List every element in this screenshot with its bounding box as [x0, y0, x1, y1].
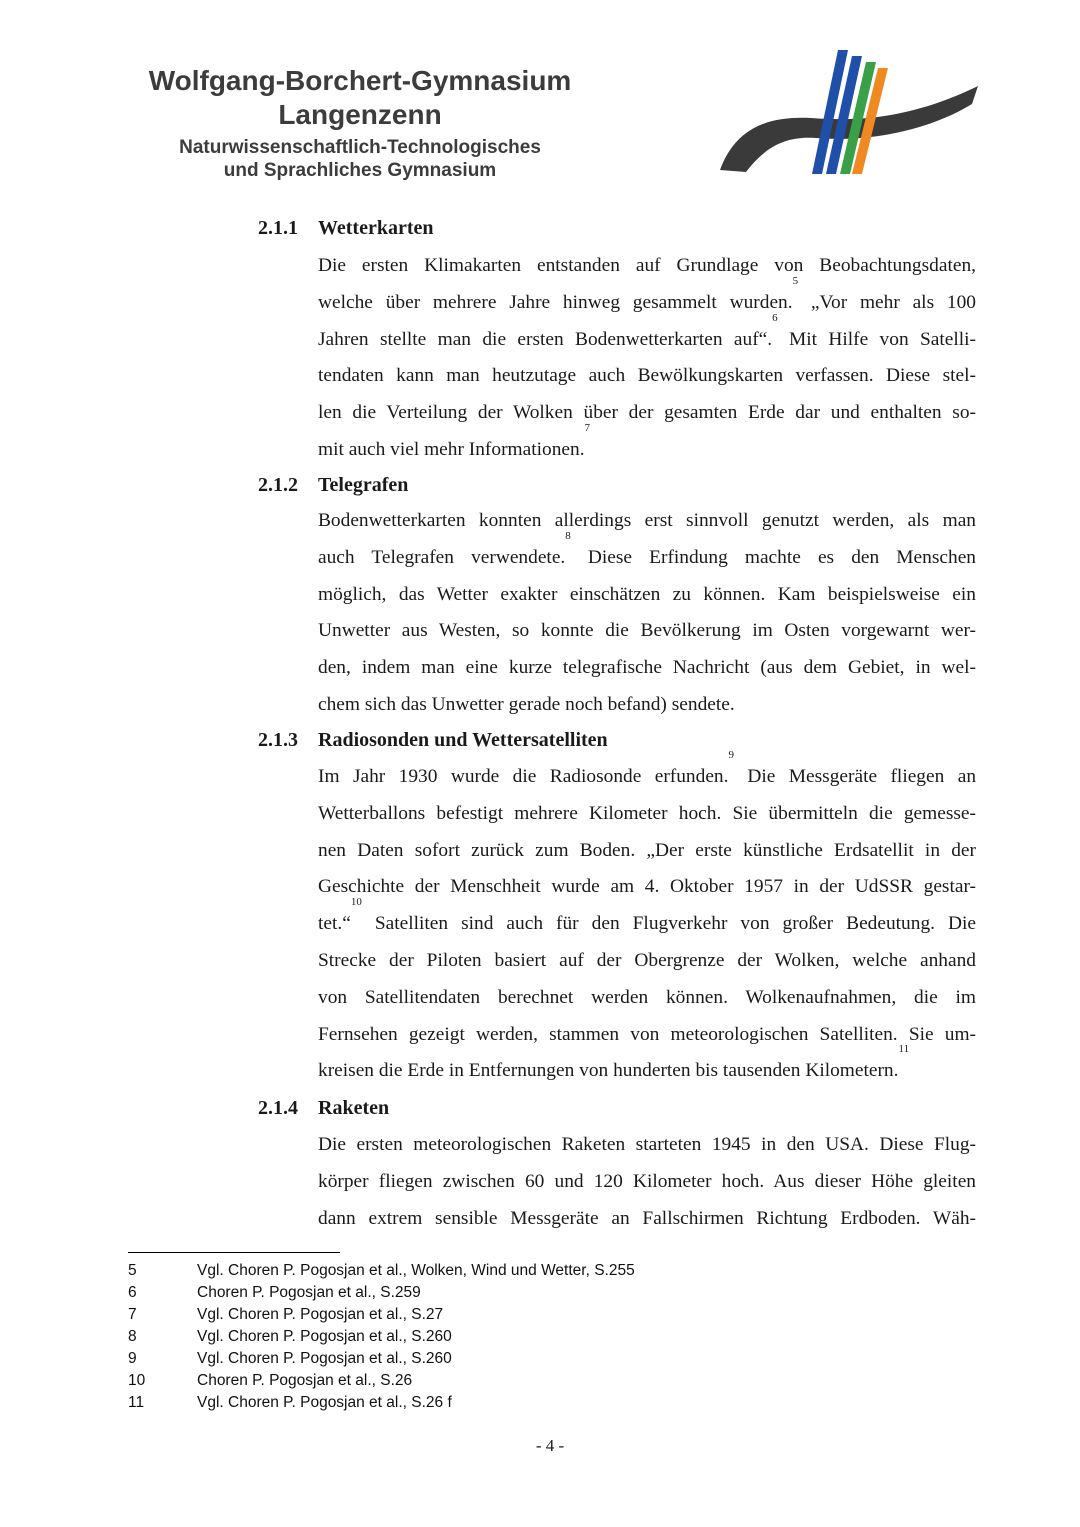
footnote-item: 11 Vgl. Choren P. Pogosjan et al., S.26 f — [128, 1394, 452, 1411]
text-line: Strecke der Piloten basiert auf der Obergrenze der Wolken, welche anhand — [318, 949, 976, 971]
text-line: Bodenwetterkarten konnten allerdings erst sinnvoll genutzt werden, als man — [318, 510, 976, 531]
text-line: möglich, das Wetter exakter einschätzen zu können. Kam beispielsweise ein — [318, 583, 976, 605]
section-number: 2.1.4 — [258, 1097, 298, 1119]
section-number: 2.1.2 — [258, 474, 298, 496]
section-body-2-1-2 — [318, 503, 976, 724]
footnote-item: 6 Choren P. Pogosjan et al., S.259 — [128, 1284, 421, 1301]
footnote-ref: 8 — [565, 529, 571, 542]
text-line: Die ersten meteorologischen Raketen starteten 1945 in den USA. Diese Flug- — [318, 1134, 976, 1155]
section-title: Radiosonden und Wettersatelliten — [318, 729, 608, 751]
text-line: auch Telegrafen verwendete.$^8$ Diese Erfindung machte es den Menschen — [318, 529, 977, 568]
section-title: Telegrafen — [318, 474, 409, 496]
text-line: von Satellitendaten berechnet werden können. Wolkenaufnahmen, die im — [318, 986, 976, 1008]
text-line: Im Jahr 1930 wurde die Radiosonde erfunden.$^9$ Die Messgeräte fliegen an — [318, 749, 977, 787]
section-title: Raketen — [318, 1097, 390, 1119]
text-line: tet.“$^{10}$ Satelliten sind auch für den Flugverkehr von großer Bedeutung. Die — [318, 896, 976, 935]
section-body-2-1-3 — [318, 749, 977, 1090]
text-line: Jahren stellte man die ersten Bodenwetterkarten auf“.$^6$ Mit Hilfe von Satelli- — [318, 311, 976, 350]
text-line: körper fliegen zwischen 60 und 120 Kilometer hoch. Aus dieser Höhe gleiten — [318, 1170, 976, 1192]
text-line: dann extrem sensible Messgeräte an Fallschirmen Richtung Erdboden. Wäh- — [318, 1207, 976, 1229]
text-line: chem sich das Unwetter gerade noch befand) sendete. — [318, 693, 735, 715]
school-subtitle-line2: und Sprachliches Gymnasium — [223, 160, 497, 181]
section-body-2-1-4 — [318, 1127, 976, 1237]
section-heading-2-1-3 — [258, 728, 608, 752]
footnote-ref: 9 — [728, 749, 734, 761]
text-line: Wetterballons befestigt mehrere Kilometer hoch. Sie übermitteln die gemesse- — [318, 802, 976, 824]
footnote-item: 9 Vgl. Choren P. Pogosjan et al., S.260 — [128, 1350, 452, 1367]
footnote-item: 7 Vgl. Choren P. Pogosjan et al., S.27 — [128, 1306, 444, 1323]
text-line: nen Daten sofort zurück zum Boden. „Der erste künstliche Erdsatellit in der — [318, 839, 976, 861]
page-header — [0, 0, 1080, 200]
text-line: Geschichte der Menschheit wurde am 4. Oktober 1957 in der UdSSR gestar- — [318, 876, 976, 898]
text-line: den, indem man eine kurze telegrafische Nachricht (aus dem Gebiet, in wel- — [318, 657, 976, 679]
section-title: Wetterkarten — [318, 217, 434, 239]
school-name-line2: Langenzenn — [278, 99, 442, 130]
section-number: 2.1.1 — [258, 217, 298, 239]
text-line: len die Verteilung der Wolken über der gesamten Erde dar und enthalten so- — [318, 402, 976, 424]
footnote-item: 10 Choren P. Pogosjan et al., S.26 — [128, 1372, 413, 1389]
footnote-ref: 11 — [898, 1043, 910, 1056]
text-line: Die ersten Klimakarten entstanden auf Grundlage von Beobachtungsdaten, — [318, 255, 976, 276]
footnote-ref: 5 — [792, 274, 799, 287]
footnote-ref: 6 — [772, 311, 778, 324]
section-heading-2-1-4 — [258, 1096, 389, 1120]
text-line: Unwetter aus Westen, so konnte die Bevölkerung im Osten vorgewarnt wer- — [318, 620, 976, 642]
text-line: kreisen die Erde in Entfernungen von hunderten bis tausenden Kilometern.$^{11}$ — [318, 1043, 910, 1082]
section-body-2-1-1 — [318, 248, 976, 469]
footnote-separator — [128, 1252, 340, 1253]
section-heading-2-1-1 — [258, 216, 434, 240]
page-number: - 4 - — [535, 1436, 565, 1455]
school-subtitle-line1: Naturwissenschaftlich-Technologisches — [179, 137, 541, 158]
footnote-item: 8 Vgl. Choren P. Pogosjan et al., S.260 — [128, 1328, 452, 1345]
text-line: mit auch viel mehr Informationen.$^7$ — [318, 421, 591, 460]
section-heading-2-1-2 — [258, 473, 408, 497]
school-logo-icon — [716, 46, 982, 180]
footnotes — [128, 1260, 635, 1414]
text-line: welche über mehrere Jahre hinweg gesammelt wurden.$^5$ „Vor mehr als 100 — [318, 274, 976, 313]
footnote-ref: 7 — [584, 421, 591, 434]
footnote-item: 5 Vgl. Choren P. Pogosjan et al., Wolken, Wind und Wetter, S.255 — [128, 1262, 635, 1279]
section-number: 2.1.3 — [258, 729, 298, 751]
footnote-ref: 10 — [350, 896, 362, 909]
text-line: tendaten kann man heutzutage auch Bewölkungskarten verfassen. Diese stel- — [318, 365, 976, 387]
school-name-line1: Wolfgang-Borchert-Gymnasium — [148, 65, 572, 96]
text-line: Fernsehen gezeigt werden, stammen von meteorologischen Satelliten. Sie um- — [318, 1023, 976, 1045]
school-subtitle — [150, 136, 570, 182]
school-name — [130, 64, 590, 132]
